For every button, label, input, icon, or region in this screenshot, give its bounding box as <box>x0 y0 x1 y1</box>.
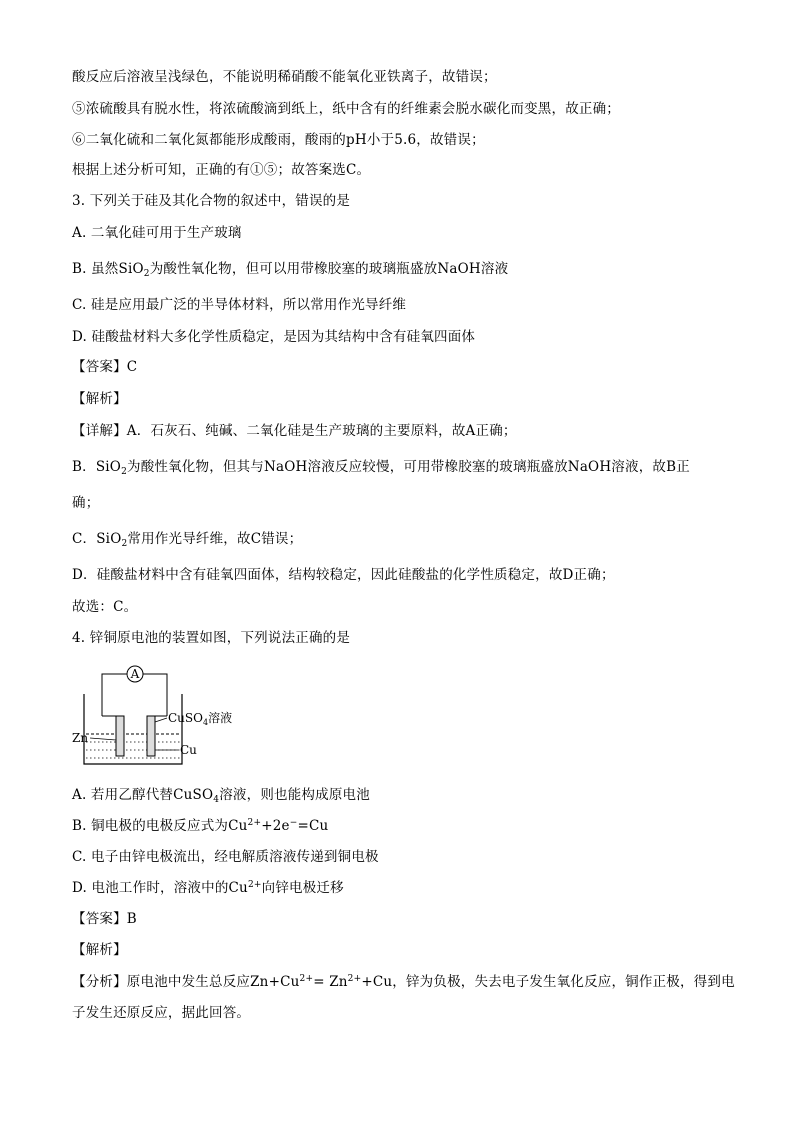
text-line: 根据上述分析可知，正确的有①⑤；故答案选C。 <box>72 162 371 178</box>
explanation-3c: C．SiO$_2$常用作光导纤维，故C错误； <box>72 531 303 549</box>
ammeter-label: A <box>130 667 140 681</box>
zn-label: Zn <box>72 731 89 745</box>
zinc-electrode <box>116 716 124 756</box>
analysis-heading-3: 【解析】 <box>72 391 127 407</box>
analysis-4-cont: 子发生还原反应，据此回答。 <box>72 1005 251 1021</box>
wire-right <box>143 674 167 716</box>
answer-4: 【答案】B <box>72 911 137 927</box>
text-line: ⑥二氧化硫和二氧化氮都能形成酸雨，酸雨的pH小于5.6，故错误； <box>72 132 485 148</box>
solution-leader <box>155 718 167 722</box>
conclusion-3: 故选：C。 <box>72 599 138 615</box>
option-4b: B. 铜电极的电极反应式为$Cu^{2+}+2e^-=Cu$ <box>72 818 329 834</box>
zinc-copper-cell-diagram <box>72 664 272 774</box>
option-4c: C. 电子由锌电极流出，经电解质溶液传递到铜电极 <box>72 849 379 865</box>
option-4a: A. 若用乙醇代替CuSO$_4$溶液，则也能构成原电池 <box>72 787 370 805</box>
question-4: 4. 锌铜原电池的装置如图，下列说法正确的是 <box>72 630 351 646</box>
option-3c: C. 硅是应用最广泛的半导体材料，所以常用作光导纤维 <box>72 297 407 313</box>
solution-label: CuSO$_4$溶液 <box>168 711 233 727</box>
option-3d: D. 硅酸盐材料大多化学性质稳定，是因为其结构中含有硅氧四面体 <box>72 329 476 345</box>
copper-electrode <box>147 716 155 756</box>
option-3a: A. 二氧化硅可用于生产玻璃 <box>72 225 242 241</box>
zn-leader <box>90 738 116 740</box>
explanation-3b-cont: 确； <box>72 495 100 511</box>
explanation-3a: 【详解】A．石灰石、纯碱、二氧化硅是生产玻璃的主要原料，故A正确； <box>72 423 517 439</box>
text-line: 酸反应后溶液呈浅绿色，不能说明稀硝酸不能氧化亚铁离子，故错误； <box>72 69 497 85</box>
explanation-3d: D．硅酸盐材料中含有硅氧四面体，结构较稳定，因此硅酸盐的化学性质稳定，故D正确； <box>72 567 615 583</box>
wire-left <box>102 674 127 716</box>
explanation-3b: B．SiO$_2$为酸性氧化物，但其与NaOH溶液反应较慢，可用带橡胶塞的玻璃瓶盛放NaOH溶液，故B正 <box>72 459 690 477</box>
analysis-4: 【分析】原电池中发生总反应$Zn+Cu^{2+}= Zn^{2+}+Cu$，锌为负极，失去电子发生氧化反应，铜作正极，得到电 <box>72 974 735 990</box>
option-4d: D. 电池工作时，溶液中的$Cu^{2+}$向锌电极迁移 <box>72 880 344 896</box>
analysis-heading-4: 【解析】 <box>72 942 127 958</box>
answer-3: 【答案】C <box>72 359 138 375</box>
text-line: ⑤浓硫酸具有脱水性，将浓硫酸滴到纸上，纸中含有的纤维素会脱水碳化而变黑，故正确； <box>72 101 620 117</box>
cu-label: Cu <box>180 743 197 757</box>
question-3: 3. 下列关于硅及其化合物的叙述中，错误的是 <box>72 193 351 209</box>
option-3b: B. 虽然SiO$_2$为酸性氧化物，但可以用带橡胶塞的玻璃瓶盛放NaOH溶液 <box>72 261 509 279</box>
